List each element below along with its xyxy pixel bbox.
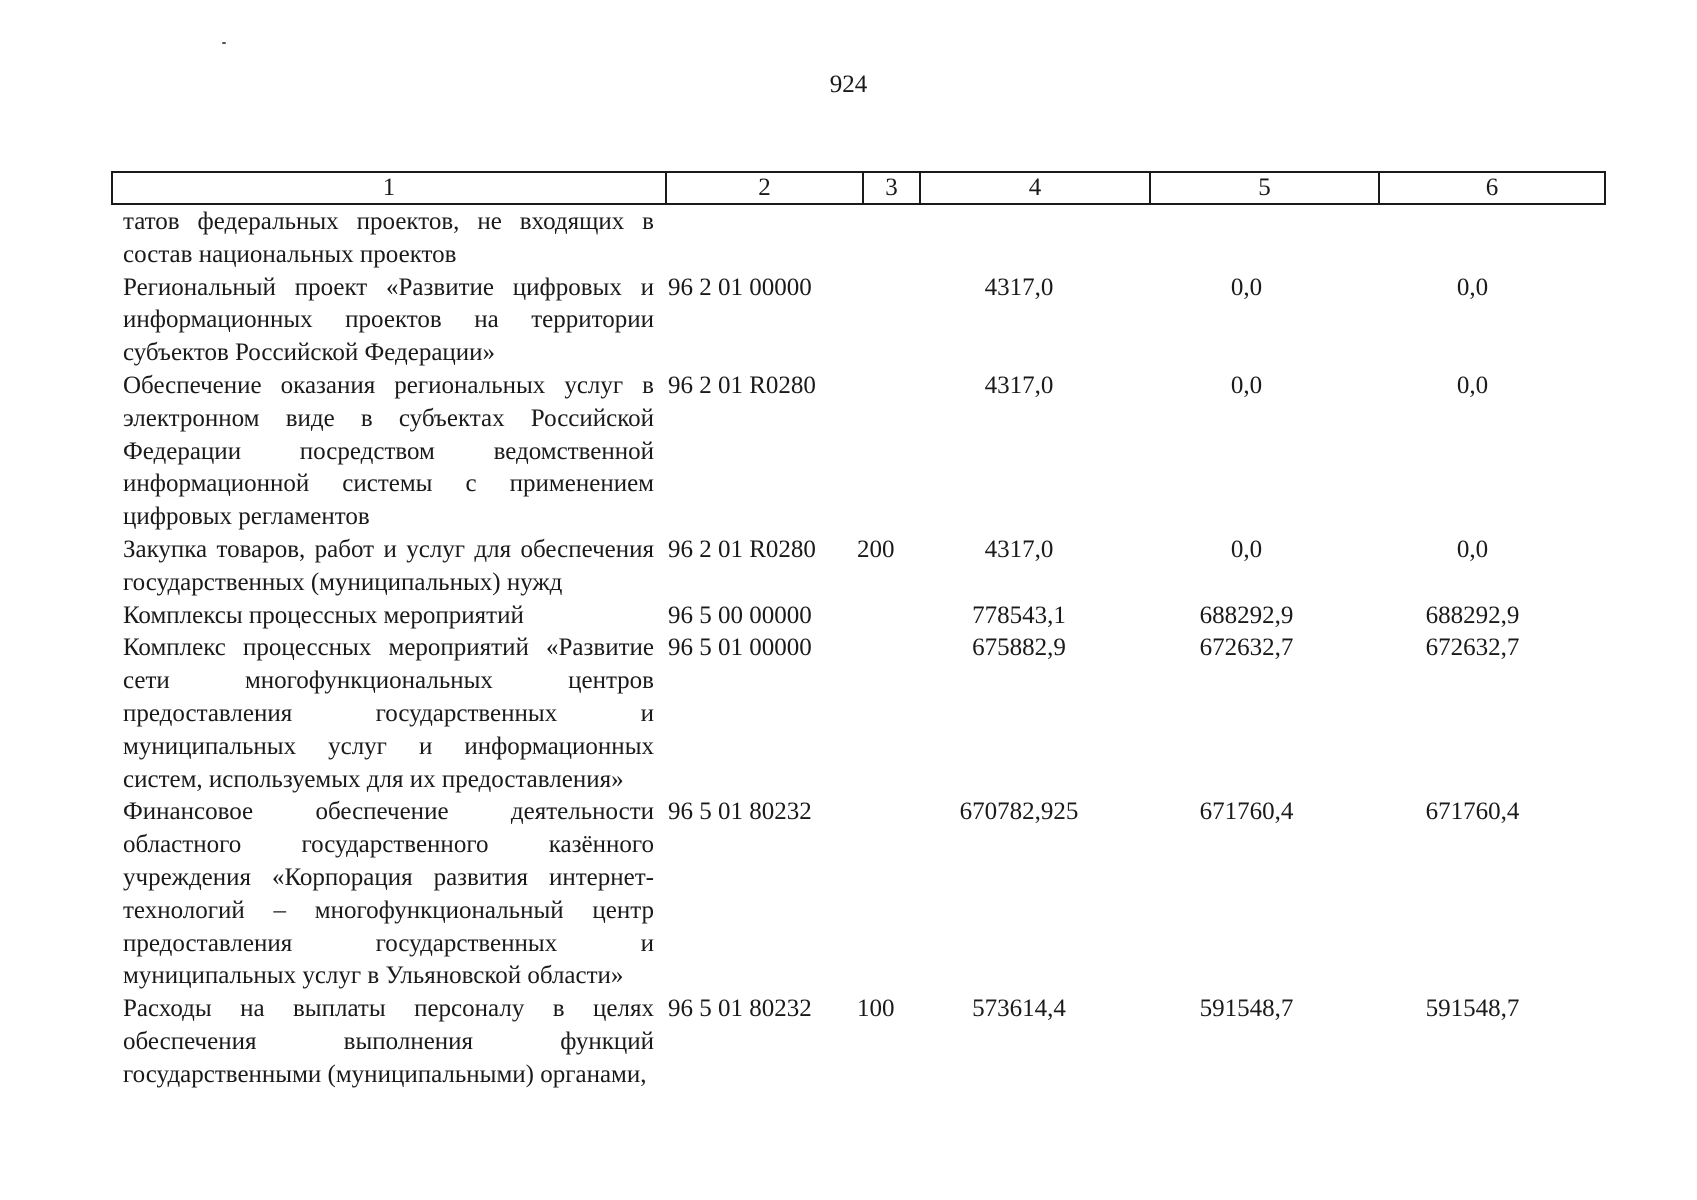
header-cell-3: 3 bbox=[863, 172, 920, 204]
cell-expense-type bbox=[849, 370, 905, 534]
header-cell-4: 4 bbox=[920, 172, 1150, 204]
cell-name: Региональный проект «Развитие цифровых и информационных проектов на территории субъектов Российской Федерации» bbox=[123, 273, 654, 367]
cell-value-5: 0,0 bbox=[1230, 535, 1263, 563]
cell-value-4: 778543,1 bbox=[972, 601, 1066, 629]
cell-value-6 bbox=[1360, 206, 1585, 272]
header-cell-6: 6 bbox=[1379, 172, 1605, 204]
cell-value-5 bbox=[1133, 206, 1360, 272]
cell-name: Комплексы процессных мероприятий bbox=[123, 601, 524, 629]
table-body bbox=[111, 206, 1585, 1092]
cell-code: 96 5 01 00000 bbox=[668, 634, 812, 662]
table-row bbox=[111, 534, 1585, 600]
table-row bbox=[111, 600, 1585, 633]
cell-value-5: 0,0 bbox=[1230, 371, 1263, 399]
cell-expense-type bbox=[849, 272, 905, 370]
cell-name: Расходы на выплаты персоналу в целях обеспечения выполнения функций государственными (муниципальными) органами, bbox=[123, 995, 654, 1088]
header-cell-1: 1 bbox=[112, 172, 666, 204]
table-row bbox=[111, 796, 1585, 993]
cell-expense-type bbox=[849, 600, 905, 633]
cell-value-6: 672632,7 bbox=[1425, 634, 1520, 662]
cell-value-5: 0,0 bbox=[1230, 273, 1263, 301]
cell-value-5: 671760,4 bbox=[1199, 798, 1294, 826]
cell-value-6: 671760,4 bbox=[1425, 798, 1520, 826]
header-row bbox=[112, 172, 1605, 204]
cell-name: Обеспечение оказания региональных услуг в электронном виде в субъектах Российской Федерации посредством ведомственной информационной системы с применением цифровых регламентов bbox=[123, 371, 654, 531]
cell-value-6: 0,0 bbox=[1456, 371, 1489, 399]
table-row bbox=[111, 993, 1585, 1091]
cell-value-6: 0,0 bbox=[1456, 273, 1489, 301]
cell-code: 96 2 01 R0280 bbox=[668, 371, 816, 399]
cell-value-4: 4317,0 bbox=[984, 273, 1054, 301]
cell-code: 96 5 00 00000 bbox=[668, 601, 812, 629]
table-row bbox=[111, 206, 1585, 272]
cell-code: 96 2 01 00000 bbox=[668, 273, 812, 301]
cell-expense-type bbox=[849, 206, 905, 272]
cell-code: 96 5 01 80232 bbox=[668, 995, 812, 1023]
cell-code: 96 2 01 R0280 bbox=[668, 535, 816, 563]
cell-value-5: 591548,7 bbox=[1199, 995, 1294, 1023]
header-cell-2: 2 bbox=[666, 172, 863, 204]
cell-value-5: 672632,7 bbox=[1199, 634, 1294, 662]
cell-value-5: 688292,9 bbox=[1199, 601, 1294, 629]
table-row bbox=[111, 370, 1585, 534]
cell-value-4 bbox=[905, 206, 1133, 272]
header-cell-5: 5 bbox=[1150, 172, 1379, 204]
scan-speck bbox=[222, 42, 226, 44]
cell-name: Закупка товаров, работ и услуг для обеспечения государственных (муниципальных) нужд bbox=[123, 535, 654, 596]
cell-value-4: 4317,0 bbox=[984, 535, 1054, 563]
cell-name: татов федеральных проектов, не входящих в состав национальных проектов bbox=[123, 208, 654, 268]
cell-name: Комплекс процессных мероприятий «Развитие сети многофункциональных центров предоставления государственных и муниципальных услуг и информационных систем, используемых для их предоставления» bbox=[123, 634, 654, 793]
budget-table bbox=[111, 206, 1585, 1092]
table-row bbox=[111, 632, 1585, 796]
cell-value-4: 670782,925 bbox=[959, 798, 1079, 826]
cell-value-6: 0,0 bbox=[1456, 535, 1489, 563]
cell-expense-type bbox=[849, 796, 905, 993]
cell-name: Финансовое обеспечение деятельности областного государственного казённого учреждения «Корпорация развития интернет-технологий – многофункциональный центр предоставления государственных и муниципальных услуг в Ульяновской области» bbox=[123, 798, 654, 990]
table-row bbox=[111, 272, 1585, 370]
cell-value-4: 4317,0 bbox=[984, 371, 1054, 399]
cell-value-6: 688292,9 bbox=[1425, 601, 1520, 629]
cell-expense-type: 100 bbox=[857, 995, 895, 1023]
cell-value-4: 573614,4 bbox=[972, 995, 1066, 1023]
cell-code: 96 5 01 80232 bbox=[668, 798, 812, 826]
cell-value-6: 591548,7 bbox=[1425, 995, 1520, 1023]
cell-value-4: 675882,9 bbox=[972, 634, 1066, 662]
page-number: 924 bbox=[829, 71, 868, 98]
table-header bbox=[111, 171, 1606, 205]
cell-code bbox=[654, 206, 849, 272]
cell-expense-type: 200 bbox=[857, 535, 895, 563]
cell-expense-type bbox=[849, 632, 905, 796]
